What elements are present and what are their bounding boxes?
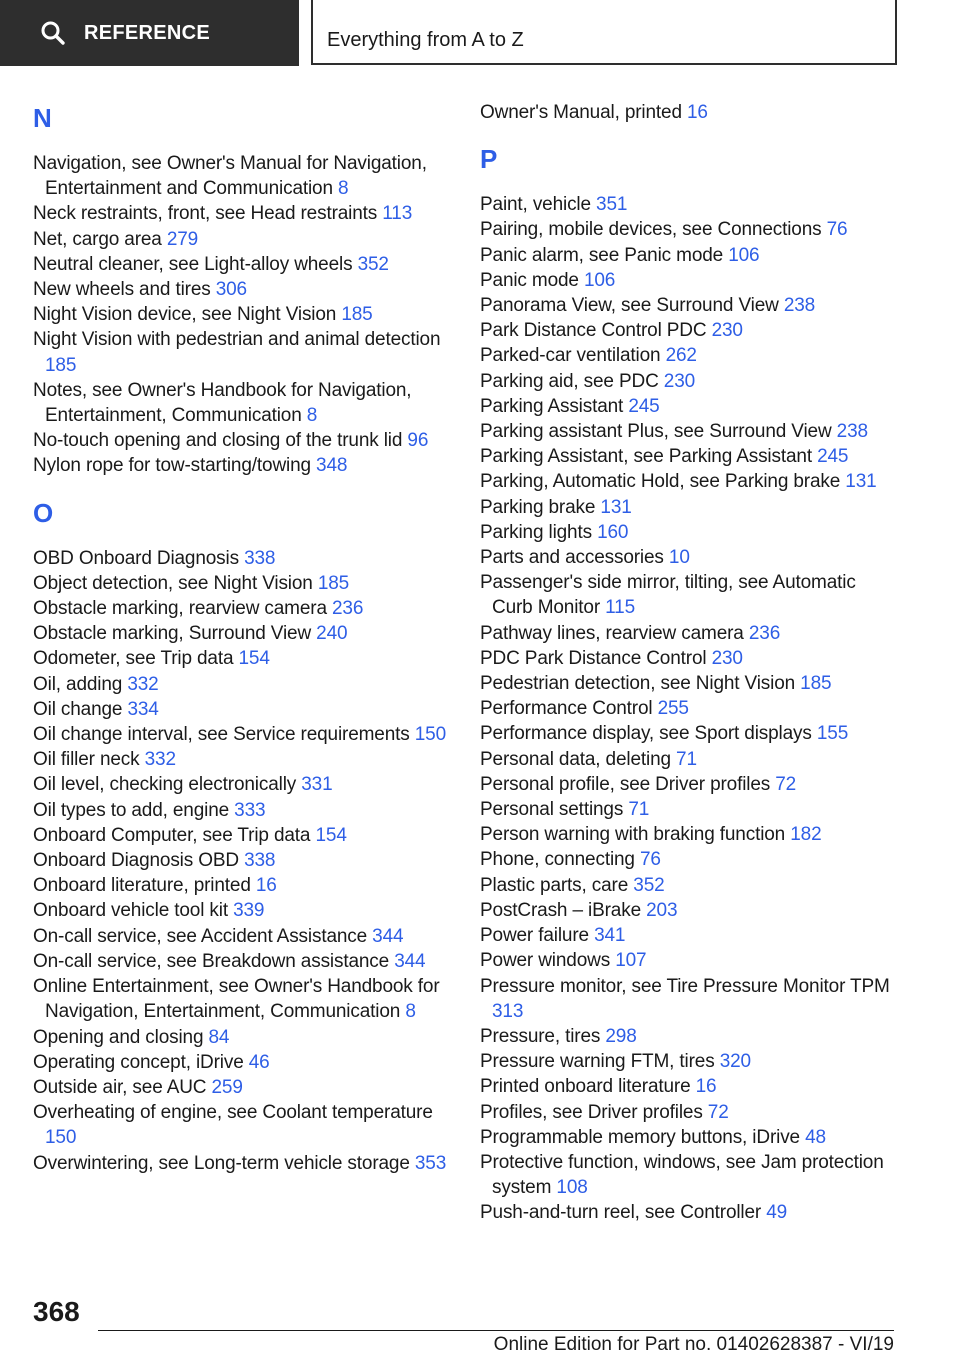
page-link[interactable]: 48 <box>805 1126 826 1148</box>
index-entry <box>480 1049 900 1074</box>
index-letter-p: P <box>480 144 498 175</box>
index-entry-text: Person warning with braking function <box>480 824 791 846</box>
page-link[interactable]: 84 <box>208 1026 230 1048</box>
index-entry-text: Power failure <box>480 925 595 947</box>
page-link[interactable]: 245 <box>817 446 849 468</box>
index-entry <box>33 798 453 823</box>
index-entry-text: Parking, Automatic Hold, see Parking brake <box>480 471 846 493</box>
page-link[interactable]: 16 <box>687 102 708 123</box>
page-link[interactable]: 203 <box>646 899 678 921</box>
page-link[interactable]: 352 <box>357 253 389 275</box>
index-entry-text: Neck restraints, front, see Head restraints <box>33 203 383 225</box>
page-link[interactable]: 313 <box>492 1000 524 1022</box>
index-entry-text: Obstacle marking, Surround View <box>33 623 317 645</box>
index-entry-text: Night Vision device, see Night Vision <box>33 304 342 326</box>
index-entry <box>480 1150 900 1200</box>
index-entry-text: Pathway lines, rearview camera <box>480 622 749 644</box>
page-link[interactable]: 46 <box>248 1051 270 1073</box>
index-entry-text: Plastic parts, care <box>480 874 634 896</box>
index-entry <box>480 469 900 494</box>
index-entry <box>480 797 900 822</box>
index-entry <box>33 227 453 252</box>
index-entry <box>480 1024 900 1049</box>
index-list-p <box>480 192 900 1225</box>
index-entry <box>33 848 453 873</box>
page-link[interactable]: 72 <box>775 773 797 795</box>
page-link[interactable]: 298 <box>605 1025 637 1047</box>
index-entry-text: Park Distance Control PDC <box>480 320 712 342</box>
index-entry <box>480 621 900 646</box>
page-link[interactable]: 49 <box>766 1202 788 1224</box>
index-entry <box>480 545 900 570</box>
page-link[interactable]: 333 <box>234 799 266 821</box>
page-link[interactable]: 131 <box>845 471 877 493</box>
page-link[interactable]: 338 <box>244 547 276 569</box>
page-link[interactable]: 230 <box>711 320 743 342</box>
index-entry <box>33 277 453 302</box>
page-link[interactable]: 71 <box>676 748 697 770</box>
index-entry <box>480 974 900 1024</box>
page-link[interactable]: 338 <box>244 850 276 872</box>
index-entry <box>480 343 900 368</box>
index-entry-text: Pressure, tires <box>480 1025 606 1047</box>
page-link[interactable]: 108 <box>556 1177 588 1199</box>
index-entry <box>480 1074 900 1099</box>
index-entry-text: Panorama View, see Surround View <box>480 295 784 317</box>
page-link[interactable]: 182 <box>790 824 822 846</box>
page-link[interactable]: 344 <box>394 950 426 972</box>
page-link[interactable]: 245 <box>628 395 660 417</box>
page-link[interactable]: 155 <box>816 723 849 745</box>
index-entry <box>33 571 453 596</box>
index-entry-text: Nylon rope for tow-starting/towing <box>33 455 317 477</box>
page-link[interactable]: 353 <box>414 1152 447 1174</box>
index-entry <box>33 974 453 1024</box>
index-entry <box>33 823 453 848</box>
page-link[interactable]: 238 <box>836 421 868 443</box>
page-link[interactable]: 238 <box>783 295 816 317</box>
page-link[interactable]: 185 <box>317 572 350 594</box>
index-entry-text: Neutral cleaner, see Light-alloy wheels <box>33 253 358 275</box>
index-entry <box>480 923 900 948</box>
index-entry-text: Online Entertainment, see Owner's Handbook for Navigation, Entertainment, Communication <box>33 976 440 1023</box>
index-entry <box>480 217 900 242</box>
page-link[interactable]: 96 <box>407 430 429 452</box>
page-link[interactable]: 16 <box>695 1076 717 1098</box>
index-list-o <box>33 546 453 1176</box>
page-link[interactable]: 8 <box>338 178 349 200</box>
page-link[interactable]: 107 <box>615 950 647 972</box>
index-entry-text: Parking Assistant <box>480 395 629 417</box>
page-link[interactable]: 306 <box>215 279 247 301</box>
index-entry <box>33 327 453 377</box>
page-link[interactable]: 334 <box>127 698 159 720</box>
index-entry-text: Push-and-turn reel, see Controller <box>480 1202 767 1224</box>
page-link[interactable]: 236 <box>332 598 364 620</box>
page-link[interactable]: 16 <box>255 875 277 897</box>
index-entry <box>480 847 900 872</box>
index-entry-text: Oil types to add, engine <box>33 799 235 821</box>
index-entry <box>480 444 900 469</box>
page-link[interactable]: 332 <box>144 749 176 771</box>
index-entry <box>480 696 900 721</box>
page-link[interactable]: 154 <box>315 824 347 846</box>
index-entry-text: Oil change <box>33 698 128 720</box>
index-entry-text: Onboard Computer, see Trip data <box>33 824 316 846</box>
page-link[interactable]: 150 <box>414 724 446 746</box>
index-entry <box>33 1075 453 1100</box>
index-entry <box>480 100 900 125</box>
page-link[interactable]: 76 <box>826 219 848 241</box>
page-link[interactable]: 160 <box>597 521 629 543</box>
index-entry <box>480 646 900 671</box>
index-entry-text: Overwintering, see Long-term vehicle storage <box>33 1152 415 1174</box>
index-entry-text: Oil filler neck <box>33 749 145 771</box>
index-entry-text: Pedestrian detection, see Night Vision <box>480 673 801 695</box>
index-entry-text: Power windows <box>480 950 616 972</box>
page-link[interactable]: 10 <box>668 547 690 569</box>
index-entry-text: Pressure monitor, see Tire Pressure Monitor TPM <box>480 975 890 997</box>
index-entry-text: No-touch opening and closing of the trunk lid <box>33 430 408 452</box>
index-entry-text: Oil, adding <box>33 673 128 695</box>
index-entry <box>33 546 453 571</box>
index-entry-text: Parking aid, see PDC <box>480 370 664 392</box>
index-entry <box>33 873 453 898</box>
page-link[interactable]: 352 <box>633 874 665 896</box>
index-entry <box>480 419 900 444</box>
index-entry-text: Printed onboard literature <box>480 1076 696 1098</box>
index-entry <box>480 822 900 847</box>
index-entry-text: Operating concept, iDrive <box>33 1051 249 1073</box>
index-entry-text: Parked-car ventilation <box>480 345 666 367</box>
index-entry-text: Navigation, see Owner's Manual for Navigation, Entertainment and Communication <box>33 153 427 200</box>
index-entry-text: Programmable memory buttons, iDrive <box>480 1126 806 1148</box>
section-label: REFERENCE <box>84 21 211 44</box>
index-entry-text: On-call service, see Breakdown assistance <box>33 950 395 972</box>
index-entry-text: PDC Park Distance Control <box>480 647 712 669</box>
page-link[interactable]: 331 <box>301 774 333 796</box>
index-entry-text: Parking lights <box>480 521 598 543</box>
index-entry-text: Parts and accessories <box>480 547 669 569</box>
index-entry-text: Panic alarm, see Panic mode <box>480 244 729 266</box>
index-entry-text: Protective function, windows, see Jam protection system <box>480 1151 884 1199</box>
section-tab[interactable] <box>0 0 299 66</box>
index-entry-text: New wheels and tires <box>33 279 216 301</box>
index-entry <box>480 721 900 746</box>
index-entry <box>480 394 900 419</box>
index-entry <box>480 873 900 898</box>
page-link[interactable]: 351 <box>596 194 628 216</box>
index-entry <box>33 1100 453 1150</box>
index-entry-text: Parking assistant Plus, see Surround View <box>480 421 837 443</box>
search-icon <box>40 20 66 46</box>
index-entry-text: Notes, see Owner's Handbook for Navigation, Entertainment, Communication <box>33 379 412 427</box>
index-entry <box>480 772 900 797</box>
index-entry <box>480 369 900 394</box>
index-entry-text: Outside air, see AUC <box>33 1076 212 1098</box>
index-entry <box>33 772 453 797</box>
index-entry-text: Object detection, see Night Vision <box>33 572 318 594</box>
page-link[interactable]: 185 <box>800 673 832 695</box>
chapter-header <box>311 0 897 65</box>
index-entry <box>480 243 900 268</box>
index-entry-text: Net, cargo area <box>33 228 167 250</box>
chapter-title: Everything from A to Z <box>327 29 524 51</box>
index-entry-text: OBD Onboard Diagnosis <box>33 547 245 569</box>
index-entry <box>33 1151 453 1176</box>
index-entry-text: Parking Assistant, see Parking Assistant <box>480 446 818 468</box>
index-entry <box>33 201 453 226</box>
page-link[interactable]: 339 <box>233 900 265 922</box>
page-link[interactable]: 279 <box>166 228 199 250</box>
index-entry-text: Owner's Manual, printed <box>480 102 688 123</box>
index-entry <box>480 495 900 520</box>
page-link[interactable]: 113 <box>382 203 413 225</box>
page-link[interactable]: 71 <box>628 799 650 821</box>
index-entry <box>33 722 453 747</box>
index-entry <box>480 318 900 343</box>
index-entry <box>480 1125 900 1150</box>
page-link[interactable]: 185 <box>45 354 77 376</box>
index-entry-text: Paint, vehicle <box>480 194 597 216</box>
index-entry <box>480 948 900 973</box>
index-entry-text: Onboard Diagnosis OBD <box>33 850 245 872</box>
page-link[interactable]: 230 <box>711 647 743 669</box>
index-entry <box>33 453 453 478</box>
index-entry <box>33 747 453 772</box>
index-entry <box>480 671 900 696</box>
index-entry <box>33 1050 453 1075</box>
index-entry <box>480 268 900 293</box>
page-link[interactable]: 259 <box>211 1076 243 1098</box>
page-link[interactable]: 72 <box>707 1101 729 1123</box>
index-entry <box>33 949 453 974</box>
index-entry <box>33 924 453 949</box>
index-entry-text: On-call service, see Accident Assistance <box>33 925 373 947</box>
index-entry <box>480 1200 900 1225</box>
page-link[interactable]: 344 <box>372 925 404 947</box>
index-list-o-continued <box>480 100 900 125</box>
index-entry <box>33 621 453 646</box>
index-entry <box>33 428 453 453</box>
index-entry <box>33 672 453 697</box>
index-entry <box>480 1100 900 1125</box>
index-entry <box>480 293 900 318</box>
index-entry-text: Opening and closing <box>33 1026 209 1048</box>
index-column-right <box>480 100 900 1226</box>
index-entry-text: Oil change interval, see Service requirements <box>33 724 415 746</box>
index-entry <box>33 898 453 923</box>
index-entry <box>33 697 453 722</box>
page-link[interactable]: 154 <box>238 648 270 670</box>
index-entry-text: Odometer, see Trip data <box>33 648 239 670</box>
index-entry-text: Night Vision with pedestrian and animal detection <box>33 329 441 351</box>
page-link[interactable]: 320 <box>719 1051 751 1073</box>
index-entry-text: Onboard literature, printed <box>33 875 256 897</box>
page-link[interactable]: 332 <box>127 673 159 695</box>
page-link[interactable]: 348 <box>316 455 348 477</box>
index-entry <box>33 596 453 621</box>
index-entry-text: Overheating of engine, see Coolant temperature <box>33 1102 433 1124</box>
index-entry <box>33 378 453 428</box>
index-letter-n: N <box>33 103 52 133</box>
page-link[interactable]: 255 <box>657 698 689 720</box>
index-entry-text: Performance display, see Sport displays <box>480 723 817 745</box>
edition-note: Online Edition for Part no. 01402628387 - VI/19 <box>493 1334 894 1355</box>
index-entry <box>480 192 900 217</box>
index-entry <box>33 1025 453 1050</box>
index-entry <box>33 151 453 201</box>
page-link[interactable]: 236 <box>748 622 781 644</box>
page-link[interactable]: 240 <box>316 623 348 645</box>
index-column-left <box>33 100 453 1176</box>
page-link[interactable]: 131 <box>600 496 632 518</box>
index-entry-text: Profiles, see Driver profiles <box>480 1101 708 1123</box>
index-entry-text: Passenger's side mirror, tilting, see Automatic Curb Monitor <box>480 572 856 619</box>
page-link[interactable]: 115 <box>605 597 635 619</box>
index-entry <box>33 302 453 327</box>
page-link[interactable]: 150 <box>45 1127 77 1149</box>
page-link[interactable]: 76 <box>639 849 661 871</box>
index-entry-text: Obstacle marking, rearview camera <box>33 598 333 620</box>
footer-divider <box>98 1330 894 1331</box>
index-entry-text: Performance Control <box>480 698 658 720</box>
index-entry-text: Oil level, checking electronically <box>33 774 302 796</box>
index-entry-text: Phone, connecting <box>480 849 640 871</box>
index-entry <box>480 898 900 923</box>
index-entry-text: Personal profile, see Driver profiles <box>480 773 776 795</box>
index-entry-text: Pairing, mobile devices, see Connections <box>480 219 827 241</box>
index-entry-text: Personal settings <box>480 799 629 821</box>
index-letter-o: O <box>33 497 54 528</box>
page-link[interactable]: 185 <box>341 304 373 326</box>
index-entry <box>480 747 900 772</box>
page-number: 368 <box>33 1296 80 1327</box>
page-link[interactable]: 106 <box>583 269 616 291</box>
index-entry <box>33 252 453 277</box>
page-link[interactable]: 341 <box>594 925 626 947</box>
index-entry-text: Personal data, deleting <box>480 748 677 770</box>
page-link[interactable]: 8 <box>405 1001 416 1023</box>
index-entry <box>480 570 900 620</box>
page-link[interactable]: 106 <box>728 244 760 266</box>
index-entry-text: Onboard vehicle tool kit <box>33 900 234 922</box>
page-link[interactable]: 230 <box>663 370 696 392</box>
index-entry <box>33 646 453 671</box>
page-link[interactable]: 8 <box>306 405 318 427</box>
index-entry-text: PostCrash – iBrake <box>480 899 647 921</box>
index-entry <box>480 520 900 545</box>
index-entry-text: Parking brake <box>480 496 601 518</box>
index-list-n <box>33 151 453 479</box>
page-link[interactable]: 262 <box>665 345 697 367</box>
index-entry-text: Pressure warning FTM, tires <box>480 1051 720 1073</box>
index-entry-text: Panic mode <box>480 269 584 291</box>
